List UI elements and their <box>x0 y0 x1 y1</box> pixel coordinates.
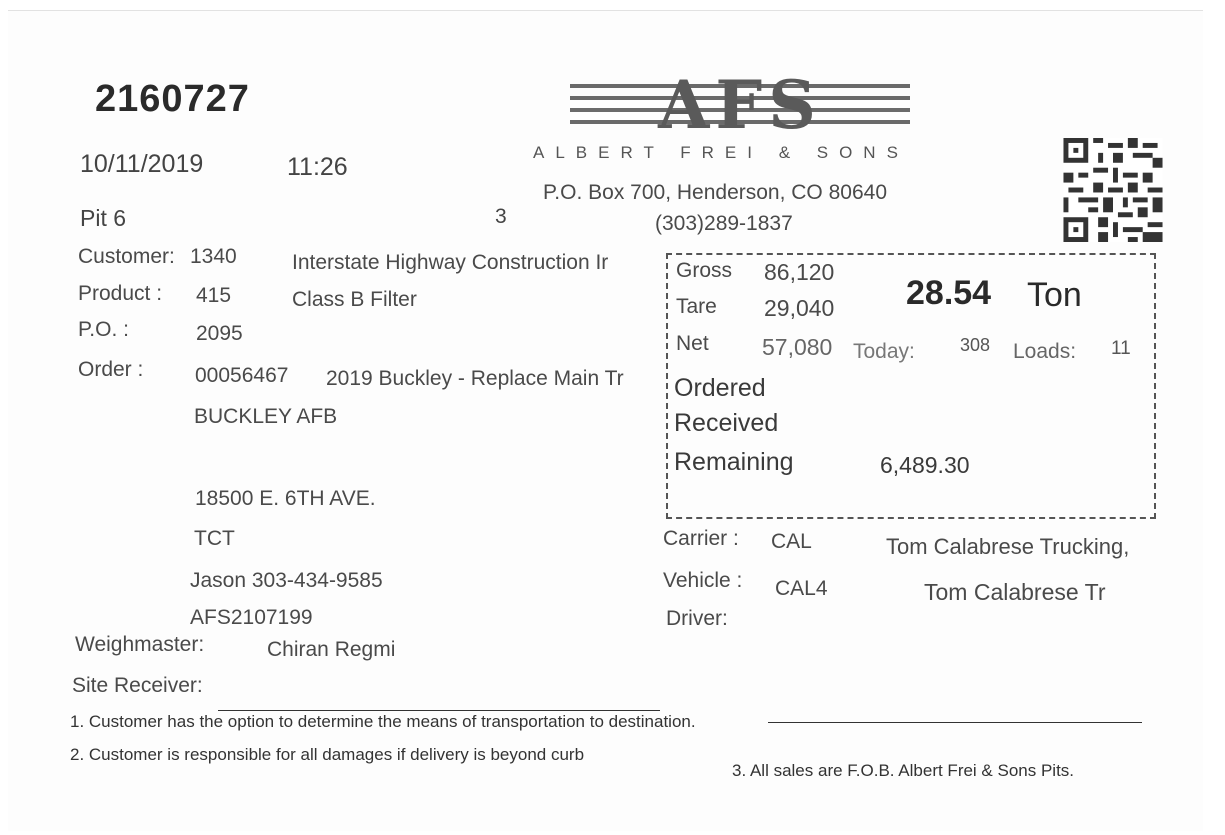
loads-label: Loads: <box>1013 340 1077 363</box>
afs-logo <box>570 66 910 144</box>
vehicle-name: Tom Calabrese Tr <box>924 579 1106 605</box>
gross-weight: 86,120 <box>764 259 835 285</box>
signature-line-right <box>768 722 1142 723</box>
logo-text: AFS <box>658 66 822 144</box>
order-address: 18500 E. 6TH AVE. <box>195 487 376 510</box>
order-number: 00056467 <box>195 364 289 387</box>
driver-label: Driver: <box>666 607 728 630</box>
today-label: Today: <box>853 340 915 363</box>
term-3: 3. All sales are F.O.B. Albert Frei & Sons Pits. <box>732 761 1075 780</box>
gross-label: Gross <box>676 259 733 282</box>
weighmaster-label: Weighmaster: <box>75 633 205 656</box>
order-site: BUCKLEY AFB <box>194 405 338 428</box>
po-number: 2095 <box>196 322 243 345</box>
remaining-label: Remaining <box>674 448 794 476</box>
term-2: 2. Customer is responsible for all damages if delivery is beyond curb <box>70 745 585 764</box>
ticket-date: 10/11/2019 <box>80 150 204 178</box>
ordered-label: Ordered <box>674 374 766 402</box>
net-label: Net <box>676 332 709 355</box>
pit-label: Pit 6 <box>80 205 127 231</box>
ticket-number: 2160727 <box>95 78 250 120</box>
customer-code: 1340 <box>190 245 237 268</box>
receiver-signature-line <box>218 710 660 711</box>
order-contact: Jason 303-434-9585 <box>190 569 383 592</box>
net-tons: 28.54 <box>906 274 992 312</box>
vehicle-code: CAL4 <box>775 577 828 600</box>
product-label: Product : <box>78 282 163 305</box>
order-contact-code: TCT <box>194 527 235 550</box>
company-address: P.O. Box 700, Henderson, CO 80640 <box>543 181 887 204</box>
net-weight: 57,080 <box>762 334 833 360</box>
lane-number: 3 <box>495 205 507 228</box>
carrier-code: CAL <box>771 530 812 553</box>
customer-label: Customer: <box>78 245 175 268</box>
term-1: 1. Customer has the option to determine the means of transportation to destination. <box>70 712 696 731</box>
order-description: 2019 Buckley - Replace Main Tr <box>326 367 624 390</box>
carrier-label: Carrier : <box>663 527 739 550</box>
tare-weight: 29,040 <box>764 295 835 321</box>
received-label: Received <box>674 409 779 437</box>
site-receiver-label: Site Receiver: <box>72 674 203 697</box>
order-label: Order : <box>78 358 144 381</box>
vehicle-label: Vehicle : <box>663 569 743 592</box>
company-phone: (303)289-1837 <box>655 212 793 235</box>
today-value: 308 <box>960 335 991 355</box>
product-name: Class B Filter <box>292 288 417 311</box>
qr-code-icon <box>1063 138 1163 242</box>
po-label: P.O. : <box>78 318 129 341</box>
ticket-time: 11:26 <box>287 153 348 181</box>
company-name: ALBERT FREI & SONS <box>533 143 909 162</box>
weighmaster-name: Chiran Regmi <box>267 638 396 661</box>
carrier-name: Tom Calabrese Trucking, <box>886 534 1130 559</box>
tons-unit: Ton <box>1027 276 1082 314</box>
tare-label: Tare <box>676 295 717 318</box>
customer-name: Interstate Highway Construction Ir <box>292 251 609 274</box>
remaining-value: 6,489.30 <box>880 452 970 478</box>
loads-value: 11 <box>1111 338 1131 359</box>
order-reference: AFS2107199 <box>190 606 313 629</box>
product-code: 415 <box>196 284 232 307</box>
